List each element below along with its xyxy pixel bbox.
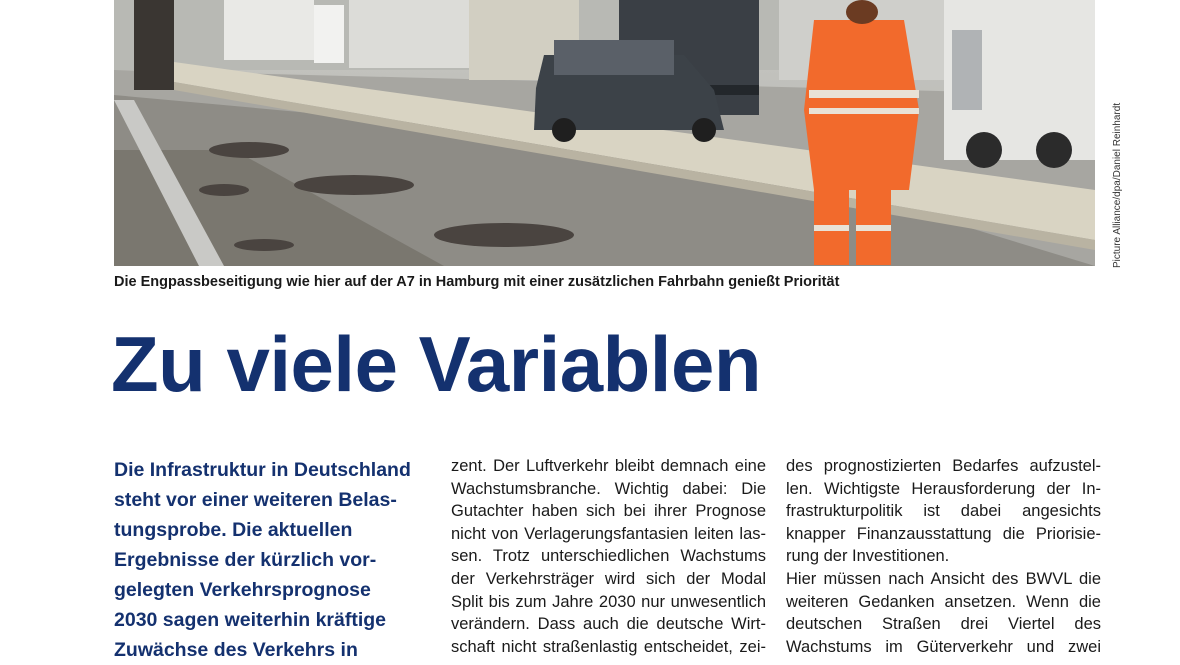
body-line: sen. Trotz unterschiedlichen Wachstums (451, 547, 766, 566)
body-line: knapper Finanzausstattung die Priorisie- (786, 524, 1101, 543)
body-line: zent. Der Luftverkehr bleibt demnach eine (451, 457, 766, 475)
body-line: Split bis zum Jahre 2030 nur unwesentlich (451, 592, 766, 611)
body-line: deutschen Straßen drei Viertel des (786, 615, 1101, 634)
body-line: schaft nicht straßenlastig entscheidet, zei- (451, 637, 766, 656)
headline: Zu viele Variablen (111, 320, 761, 408)
lead-line: gelegten Verkehrsprognose (114, 579, 371, 601)
body-column-3 (786, 455, 1101, 658)
body-line: nicht von Verlagerungsfantasien leiten las- (451, 524, 766, 543)
lead-paragraph (114, 455, 419, 665)
body-line: Wachstumsbranche. Wichtig dabei: Die (451, 479, 766, 498)
lead-line: steht vor einer weiteren Belas- (114, 489, 397, 511)
lead-line: tungsprobe. Die aktuellen (114, 519, 353, 541)
body-line: len. Wichtigste Herausforderung der In- (786, 479, 1101, 498)
highway-photo (114, 0, 1095, 266)
body-line: des prognostizierten Bedarfes aufzustel- (786, 457, 1101, 475)
body-line: weiteren Gedanken ansetzen. Wenn die (786, 592, 1101, 611)
body-line: rung der Investitionen. (786, 547, 950, 566)
body-line: Hier müssen nach Ansicht des BWVL die (786, 569, 1101, 588)
body-line: Wachstums im Güterverkehr und zwei (786, 637, 1101, 656)
lead-line: Ergebnisse der kürzlich vor- (114, 549, 377, 571)
body-column-2 (451, 455, 766, 658)
body-line: frastrukturpolitik ist dabei angesichts (786, 502, 1101, 521)
lead-line: 2030 sagen weiterhin kräftige (114, 609, 387, 631)
body-line: Gutachter haben sich bei ihrer Prognose (451, 502, 766, 521)
body-line: der Verkehrsträger wird sich der Modal (451, 569, 766, 588)
body-line: verändern. Dass auch die deutsche Wirt- (451, 615, 766, 634)
photo-credit: Picture Alliance/dpa/Daniel Reinhardt (1112, 102, 1123, 268)
highway-scene-image (114, 0, 1095, 266)
photo-caption: Die Engpassbeseitigung wie hier auf der A7 in Hamburg mit einer zusätzlichen Fahrbahn genießt Priorität (114, 274, 840, 290)
lead-line: Die Infrastruktur in Deutschland (114, 459, 411, 481)
lead-line: Zuwächse des Verkehrs in (114, 639, 358, 661)
